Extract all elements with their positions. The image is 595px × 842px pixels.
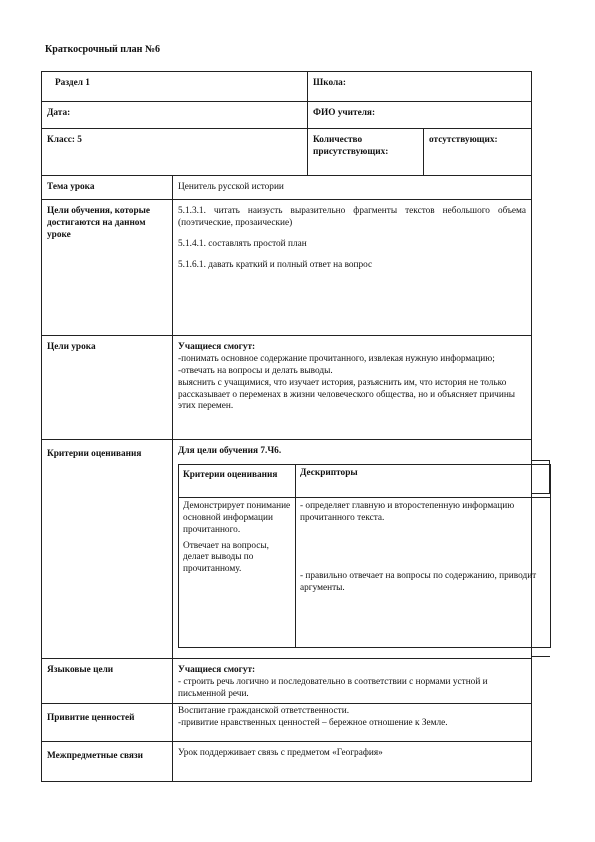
teacher-cell: [308, 102, 532, 129]
table-row: [42, 336, 532, 440]
date-cell: [42, 102, 308, 129]
criteria-head: Для цели обучения 7.Ч6.: [178, 446, 282, 456]
present-cell: [308, 129, 424, 176]
learning-goal: 5.1.6.1. давать краткий и полный ответ на вопрос: [178, 259, 373, 270]
date-label: Дата:: [47, 108, 71, 118]
values-line: Воспитание гражданской ответственности.: [178, 705, 350, 716]
section-label: Раздел 1: [55, 78, 90, 88]
overflow-line: [531, 493, 550, 494]
criteria-col-header: Критерии оценивания: [183, 469, 278, 480]
descriptor-text: - определяет главную и второстепенную информацию прочитанного текста.: [300, 500, 515, 523]
class-cell: [42, 129, 308, 176]
school-label: Школа:: [313, 78, 346, 88]
table-row: [42, 741, 532, 781]
learning-goals-label: Цели обучения, которые достигаются на данном уроке: [47, 206, 151, 240]
values-label: Привитие ценностей: [47, 712, 135, 723]
overflow-line: [531, 460, 550, 461]
document-title: Краткосрочный план №6: [45, 44, 160, 55]
overflow-line: [531, 656, 550, 657]
overflow-line: [549, 460, 550, 493]
school-cell: [308, 72, 532, 102]
learning-goal: 5.1.3.1. читать наизусть выразительно фрагменты текстов небольшого объема (поэтические, прозаические): [178, 206, 526, 228]
lesson-goal: -отвечать на вопросы и делать выводы.: [178, 365, 333, 376]
learning-goal: 5.1.4.1. составлять простой план: [178, 238, 307, 249]
criteria-label: Критерии оценивания: [47, 449, 142, 459]
topic-value: Ценитель русской истории: [178, 182, 284, 192]
language-head: Учащиеся смогут:: [178, 665, 256, 675]
criteria-text: Отвечает на вопросы, делает выводы по прочитанному.: [183, 540, 269, 575]
descriptors-col-header: Дескрипторы: [300, 467, 358, 478]
table-row: [42, 440, 532, 659]
values-line: -привитие нравственных ценностей – бережное отношение к Земле.: [178, 717, 448, 728]
lesson-goals-head: Учащиеся смогут:: [178, 342, 256, 352]
table-row: [42, 200, 532, 336]
criteria-table: [178, 464, 551, 648]
criteria-text: Демонстрирует понимание основной информации прочитанного.: [183, 500, 291, 535]
plan-table: [41, 175, 537, 782]
section-cell: [42, 72, 308, 102]
descriptor-text: - правильно отвечает на вопросы по содержанию, приводит аргументы.: [300, 570, 537, 593]
table-row: [42, 659, 532, 704]
table-row: [42, 176, 532, 200]
lesson-goal: выяснить с учащимися, что изучает история, разъяснить им, что история не только рассказывает о переменах в жизни человеческого общества, но и объясняет причины этих перемен.: [178, 377, 516, 412]
absent-cell: [424, 129, 532, 176]
interdisciplinary-label: Межпредметные связи: [47, 750, 143, 761]
interdisciplinary-text: Урок поддерживает связь с предметом «География»: [178, 747, 383, 758]
absent-label: отсутствующих:: [429, 135, 498, 145]
table-row: [42, 703, 532, 741]
lesson-goal: -понимать основное содержание прочитанного, извлекая нужную информацию;: [178, 353, 495, 364]
header-table: [41, 71, 532, 176]
class-label: Класс: 5: [47, 135, 82, 145]
lesson-goals-label: Цели урока: [47, 342, 96, 352]
language-goals-label: Языковые цели: [47, 665, 114, 675]
language-text: - строить речь логично и последовательно в соответствии с нормами устной и письменной речи.: [178, 676, 488, 699]
teacher-label: ФИО учителя:: [313, 108, 376, 118]
topic-label: Тема урока: [47, 182, 95, 192]
present-label: Количество присутствующих:: [313, 135, 389, 157]
